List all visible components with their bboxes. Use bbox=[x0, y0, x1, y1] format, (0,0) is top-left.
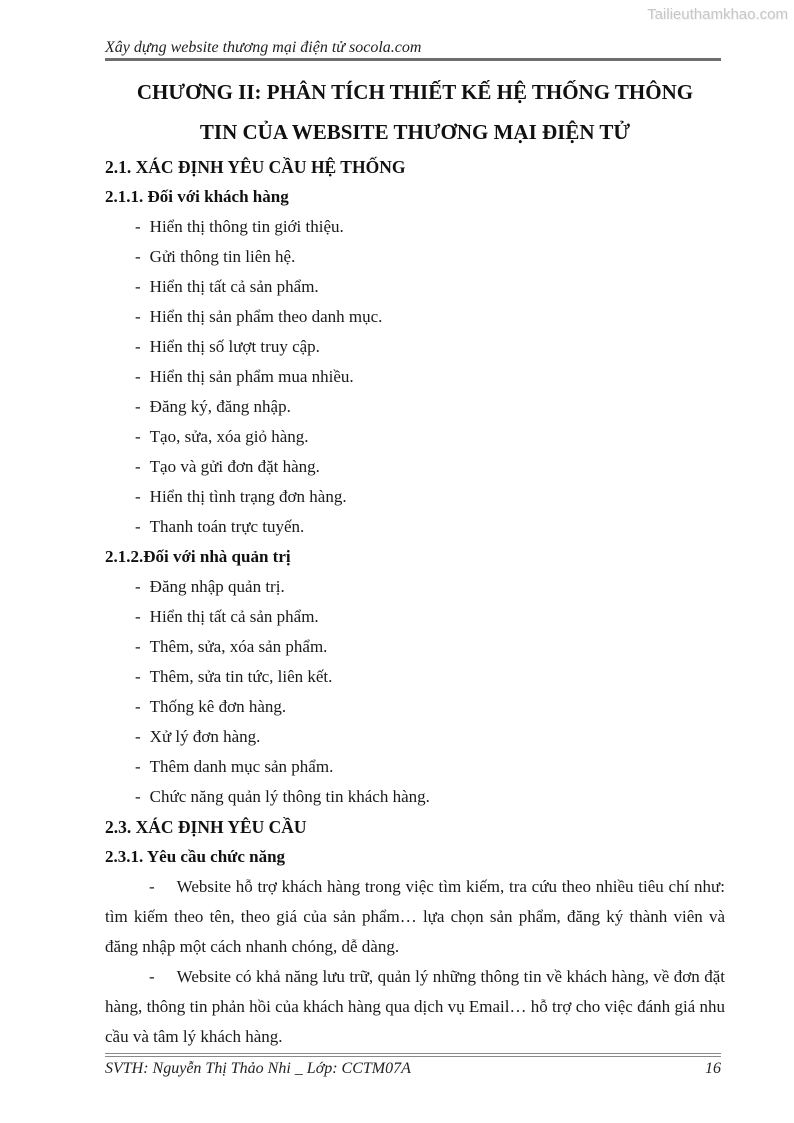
chapter-title bbox=[105, 72, 725, 152]
list-item-text: Hiển thị tình trạng đơn hàng. bbox=[149, 487, 347, 506]
section-heading-2-1-1: 2.1.1. Đối với khách hàng bbox=[105, 187, 289, 206]
running-header: Xây dựng website thương mại điện tử socola.com bbox=[105, 39, 422, 56]
bullet-dash: - bbox=[135, 787, 141, 806]
section-heading-2-1-2: 2.1.2.Đối với nhà quản trị bbox=[105, 547, 291, 566]
bullet-dash: - bbox=[135, 457, 141, 476]
list-item bbox=[105, 692, 725, 722]
list-item-text: Hiển thị tất cả sản phẩm. bbox=[149, 277, 319, 296]
list-item bbox=[105, 242, 725, 272]
section-heading-2-3-1: 2.3.1. Yêu cầu chức năng bbox=[105, 847, 286, 866]
footer-rule bbox=[105, 1053, 721, 1057]
list-item bbox=[105, 302, 725, 332]
list-item-text: Tạo và gửi đơn đặt hàng. bbox=[149, 457, 320, 476]
bullet-dash: - bbox=[135, 697, 141, 716]
list-item-text: Chức năng quản lý thông tin khách hàng. bbox=[149, 787, 430, 806]
bullet-dash: - bbox=[135, 487, 141, 506]
list-item-text: Thêm, sửa tin tức, liên kết. bbox=[149, 667, 333, 686]
bullet-dash: - bbox=[135, 247, 141, 266]
list-item bbox=[105, 362, 725, 392]
list-item-text: Hiển thị tất cả sản phẩm. bbox=[149, 607, 319, 626]
list-item-text: Thanh toán trực tuyến. bbox=[149, 517, 305, 536]
bullet-dash: - bbox=[135, 727, 141, 746]
list-item-text: Thống kê đơn hàng. bbox=[149, 697, 287, 716]
list-item bbox=[105, 452, 725, 482]
list-item bbox=[105, 272, 725, 302]
list-item bbox=[105, 602, 725, 632]
bullet-dash: - bbox=[135, 337, 141, 356]
list-item-text: Đăng ký, đăng nhập. bbox=[149, 397, 291, 416]
bullet-dash: - bbox=[135, 427, 141, 446]
bullet-dash: - bbox=[135, 277, 141, 296]
list-item bbox=[105, 632, 725, 662]
list-item-text: Thêm danh mục sản phẩm. bbox=[149, 757, 334, 776]
bullet-dash: - bbox=[135, 757, 141, 776]
list-item-text: Hiển thị sản phẩm mua nhiều. bbox=[149, 367, 354, 386]
list-item-text: Thêm, sửa, xóa sản phẩm. bbox=[149, 637, 328, 656]
bullet-dash: - bbox=[135, 637, 141, 656]
list-item bbox=[105, 572, 725, 602]
section-heading-2-3: 2.3. XÁC ĐỊNH YÊU CẦU bbox=[105, 817, 307, 837]
bullet-dash: - bbox=[135, 217, 141, 236]
list-item bbox=[105, 422, 725, 452]
list-item bbox=[105, 212, 725, 242]
list-item bbox=[105, 512, 725, 542]
paragraph-text: Website hỗ trợ khách hàng trong việc tìm kiếm, tra cứu theo nhiều tiêu chí như: tìm kiếm theo tên, theo giá của sản phẩm… lựa chọn sản phẩm, đăng ký thành viên và đăng nhập một cách nhanh chóng, dễ dàng. bbox=[105, 877, 725, 956]
list-item bbox=[105, 332, 725, 362]
bullet-dash: - bbox=[135, 577, 141, 596]
section-heading-2-1: 2.1. XÁC ĐỊNH YÊU CẦU HỆ THỐNG bbox=[105, 157, 406, 177]
page-content bbox=[105, 72, 725, 1052]
bullet-dash: - bbox=[135, 397, 141, 416]
list-item-text: Hiển thị thông tin giới thiệu. bbox=[149, 217, 344, 236]
list-item bbox=[105, 482, 725, 512]
paragraph-text: Website có khả năng lưu trữ, quản lý những thông tin về khách hàng, về đơn đặt hàng, thông tin phản hồi của khách hàng qua dịch vụ Email… hỗ trợ cho việc đánh giá nhu cầu và tâm lý khách hàng. bbox=[105, 967, 725, 1046]
bullet-dash: - bbox=[135, 307, 141, 326]
header-rule bbox=[105, 58, 721, 61]
bullet-dash: - bbox=[135, 367, 141, 386]
list-item bbox=[105, 752, 725, 782]
chapter-title-line1: CHƯƠNG II: PHÂN TÍCH THIẾT KẾ HỆ THỐNG THÔNG bbox=[136, 80, 694, 104]
list-item-text: Đăng nhập quản trị. bbox=[149, 577, 285, 596]
bullet-dash: - bbox=[149, 877, 155, 896]
list-item-text: Xử lý đơn hàng. bbox=[149, 727, 261, 746]
body-paragraph bbox=[105, 872, 725, 962]
footer-page-number: 16 bbox=[705, 1060, 721, 1077]
body-paragraph bbox=[105, 962, 725, 1052]
footer-author: SVTH: Nguyễn Thị Thảo Nhi _ Lớp: CCTM07A bbox=[105, 1060, 411, 1077]
bullet-dash: - bbox=[135, 667, 141, 686]
bullet-dash: - bbox=[149, 967, 155, 986]
chapter-title-line2: TIN CỦA WEBSITE THƯƠNG MẠI ĐIỆN TỬ bbox=[199, 120, 631, 144]
list-item-text: Tạo, sửa, xóa giỏ hàng. bbox=[149, 427, 309, 446]
list-item bbox=[105, 722, 725, 752]
list-item-text: Hiển thị số lượt truy cập. bbox=[149, 337, 320, 356]
list-item-text: Hiển thị sản phẩm theo danh mục. bbox=[149, 307, 383, 326]
running-footer bbox=[105, 1060, 721, 1078]
list-item-text: Gửi thông tin liên hệ. bbox=[149, 247, 296, 266]
list-item bbox=[105, 662, 725, 692]
list-item bbox=[105, 392, 725, 422]
list-item bbox=[105, 782, 725, 812]
bullet-dash: - bbox=[135, 607, 141, 626]
site-watermark: Tailieuthamkhao.com bbox=[647, 6, 788, 23]
bullet-dash: - bbox=[135, 517, 141, 536]
